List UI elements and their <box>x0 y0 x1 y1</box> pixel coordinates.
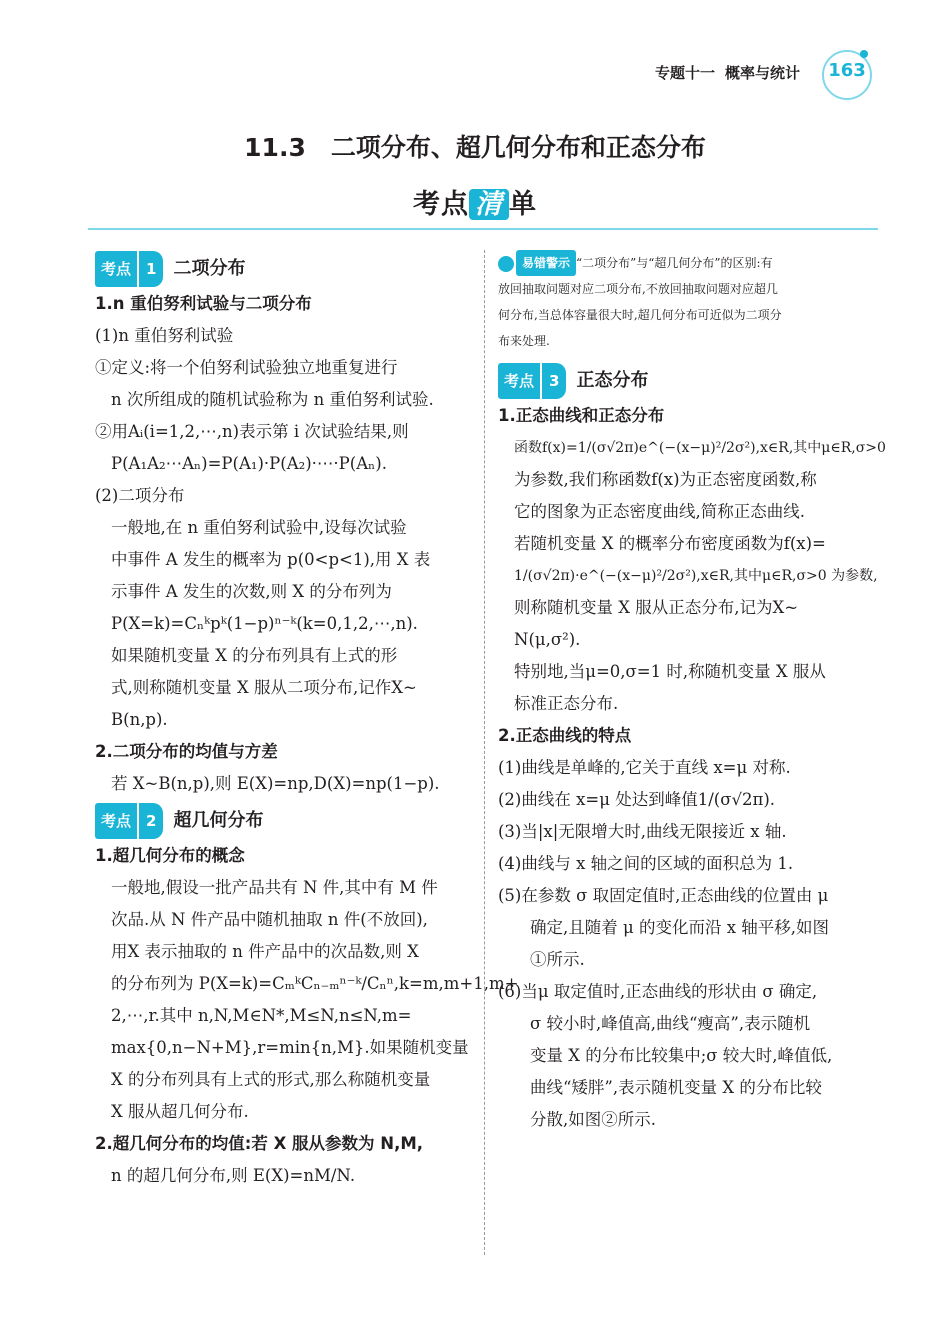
warning-tag: 易错警示 <box>516 250 576 276</box>
section-banner <box>0 182 950 221</box>
kaodian-tag: 考点 <box>498 363 540 399</box>
text-line: 中事件 A 发生的概率为 p(0<p<1),用 X 表 <box>111 550 431 569</box>
text-line: (3)当|x|无限增大时,曲线无限接近 x 轴. <box>498 822 787 841</box>
warning-line: 布来处理. <box>498 334 550 348</box>
section-title: 11.3 二项分布、超几何分布和正态分布 <box>244 133 706 162</box>
text-line: (5)在参数 σ 取固定值时,正态曲线的位置由 μ <box>498 886 829 905</box>
text-line: B(n,p). <box>111 710 168 729</box>
kaodian-2-heading <box>95 804 475 838</box>
text-line: 2,⋯,r.其中 n,N,M∈N*,M≤N,n≤N,m= <box>111 1006 412 1025</box>
formula-line: 的分布列为 P(X=k)=CₘᵏCₙ₋ₘⁿ⁻ᵏ/Cₙⁿ,k=m,m+1,m+ <box>111 974 519 993</box>
right-column <box>498 250 886 1136</box>
subheading: 1.超几何分布的概念 <box>95 846 245 865</box>
left-column <box>95 248 519 1192</box>
text-line: ①定义:将一个伯努利试验独立地重复进行 <box>95 358 398 377</box>
formula-line: P(A₁A₂⋯Aₙ)=P(A₁)·P(A₂)·⋯·P(Aₙ). <box>111 454 387 473</box>
header-topic: 专题十一 <box>655 64 716 82</box>
text-line: ①所示. <box>530 950 585 969</box>
column-divider <box>484 250 485 1255</box>
text-line: σ 较小时,峰值高,曲线“瘦高”,表示随机 <box>530 1014 811 1033</box>
text-line: 标准正态分布. <box>514 694 619 713</box>
formula-line: P(X=k)=Cₙᵏpᵏ(1−p)ⁿ⁻ᵏ(k=0,1,2,⋯,n). <box>111 614 418 633</box>
subheading: 2.二项分布的均值与方差 <box>95 742 278 761</box>
banner-rule <box>88 228 878 230</box>
text-line: X 的分布列具有上式的形式,那么称随机变量 <box>111 1070 431 1089</box>
kaodian-title: 超几何分布 <box>173 810 264 831</box>
text-line: 变量 X 的分布比较集中;σ 较大时,峰值低, <box>530 1046 833 1065</box>
text-line: (6)当μ 取定值时,正态曲线的形状由 σ 确定, <box>498 982 818 1001</box>
kaodian-number: 1 <box>139 251 163 287</box>
kaodian-number: 2 <box>139 803 163 839</box>
text-line: 曲线“矮胖”,表示随机变量 X 的分布比较 <box>530 1078 822 1097</box>
banner-part3: 单 <box>509 189 537 220</box>
text-line: 它的图象为正态密度曲线,简称正态曲线. <box>514 502 805 521</box>
warning-line: “二项分布”与“超几何分布”的区别:有 <box>576 256 773 270</box>
error-warning-box <box>498 250 878 354</box>
text-line: (1)曲线是单峰的,它关于直线 x=μ 对称. <box>498 758 791 777</box>
text-line: 一般地,在 n 重伯努利试验中,设每次试验 <box>111 518 407 537</box>
text-line: 如果随机变量 X 的分布列具有上式的形 <box>111 646 398 665</box>
kaodian-title: 正态分布 <box>576 370 649 391</box>
formula-line: (2)曲线在 x=μ 处达到峰值1/(σ√2π). <box>498 790 776 809</box>
subheading: 1.正态曲线和正态分布 <box>498 406 665 425</box>
banner-part1: 考点 <box>413 189 469 220</box>
text-line: 用X 表示抽取的 n 件产品中的次品数,则 X <box>111 942 419 961</box>
subheading: 1.n 重伯努利试验与二项分布 <box>95 294 312 313</box>
warning-line: 何分布,当总体容量很大时,超几何分布可近似为二项分 <box>498 308 782 322</box>
text-line: N(μ,σ²). <box>514 630 581 649</box>
text-line: (2)二项分布 <box>95 486 185 505</box>
kaodian-tag: 考点 <box>95 803 137 839</box>
kaodian-3-heading <box>498 364 878 398</box>
text-line: 次品.从 N 件产品中随机抽取 n 件(不放回), <box>111 910 428 929</box>
warning-icon <box>498 256 514 272</box>
text-line: max{0,n−N+M},r=min{n,M}.如果随机变量 <box>111 1038 469 1057</box>
text-line: n 次所组成的随机试验称为 n 重伯努利试验. <box>111 390 434 409</box>
formula-line: n 的超几何分布,则 E(X)=nM/N. <box>111 1166 356 1185</box>
text-line: (1)n 重伯努利试验 <box>95 326 234 345</box>
text-line: 为参数,我们称函数f(x)为正态密度函数,称 <box>514 470 817 489</box>
banner-part2: 清 <box>469 189 509 220</box>
text-line: 分散,如图②所示. <box>530 1110 656 1129</box>
text-line: 示事件 A 发生的次数,则 X 的分布列为 <box>111 582 392 601</box>
header-chapter: 概率与统计 <box>725 64 801 82</box>
text-line: X 服从超几何分布. <box>111 1102 249 1121</box>
text-line: (4)曲线与 x 轴之间的区域的面积总为 1. <box>498 854 794 873</box>
kaodian-number: 3 <box>542 363 566 399</box>
subheading: 2.超几何分布的均值:若 X 服从参数为 N,M, <box>95 1134 424 1153</box>
subheading: 2.正态曲线的特点 <box>498 726 632 745</box>
formula-line: 1/(σ√2π)·e^(−(x−μ)²/2σ²),x∈R,其中μ∈R,σ>0 为参数, <box>514 568 878 584</box>
kaodian-title: 二项分布 <box>173 258 246 279</box>
page-badge-dot-icon <box>860 50 868 58</box>
text-line: 一般地,假设一批产品共有 N 件,其中有 M 件 <box>111 878 438 897</box>
text-line: 式,则称随机变量 X 服从二项分布,记作X~ <box>111 678 417 697</box>
text-line: 若随机变量 X 的概率分布密度函数为f(x)= <box>514 534 826 553</box>
text-line: 则称随机变量 X 服从正态分布,记为X~ <box>514 598 799 617</box>
kaodian-1-heading <box>95 252 475 286</box>
kaodian-tag: 考点 <box>95 251 137 287</box>
text-line: 若 X~B(n,p),则 E(X)=np,D(X)=np(1−p). <box>111 774 440 793</box>
text-line: 特别地,当μ=0,σ=1 时,称随机变量 X 服从 <box>514 662 826 681</box>
running-header <box>655 62 800 83</box>
text-line: 确定,且随着 μ 的变化而沿 x 轴平移,如图 <box>530 918 829 937</box>
text-line: ②用Aᵢ(i=1,2,⋯,n)表示第 i 次试验结果,则 <box>95 422 409 441</box>
warning-line: 放回抽取问题对应二项分布,不放回抽取问题对应超几 <box>498 282 778 296</box>
page-number: 163 <box>828 60 866 81</box>
formula-line: 函数f(x)=1/(σ√2π)e^(−(x−μ)²/2σ²),x∈R,其中μ∈R,σ>0 <box>514 440 886 456</box>
